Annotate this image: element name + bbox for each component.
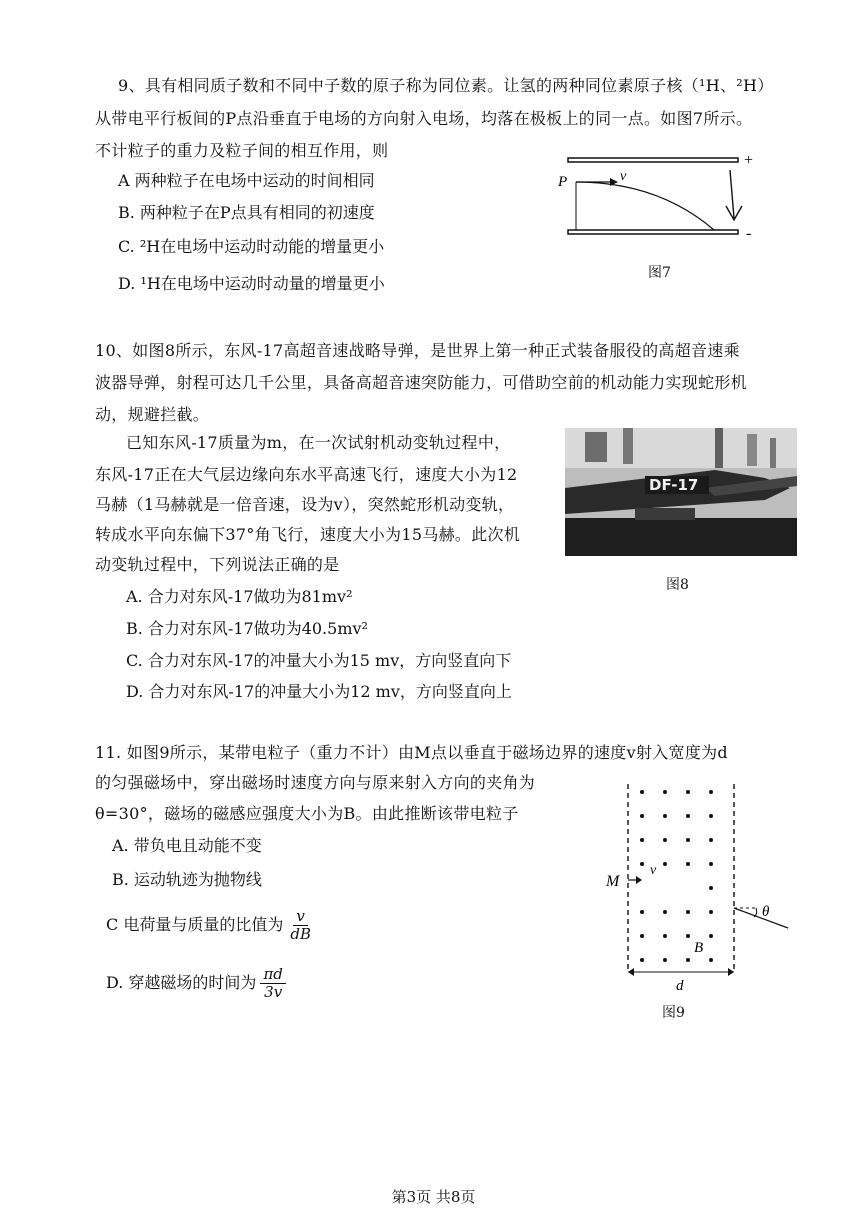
field-dot: [709, 838, 713, 842]
field-arrow-icon: [726, 170, 742, 220]
field-dot: [663, 790, 667, 794]
figure-8-missile-photo: [565, 428, 797, 556]
q10-stem-line-7: 转成水平向东偏下37°角飞行，速度大小为15马赫。此次机: [95, 525, 521, 544]
field-dot: [640, 790, 644, 794]
field-dot: [640, 910, 644, 914]
field-dot: [686, 790, 690, 794]
q10-stem-line-1: 10、如图8所示，东风-17高超音速战略导弹，是世界上第一种正式装备服役的高超音速乘: [95, 341, 740, 360]
q10-stem-line-5: 东风-17正在大气层边缘向东水平高速飞行，速度大小为12: [95, 465, 518, 484]
q11-option-c-fraction: [287, 908, 314, 943]
q10-option-a: A. 合力对东风-17做功为81mv²: [126, 587, 353, 606]
q10-stem-line-2: 波器导弹，射程可达几千公里，具备高超音速突防能力，可借助空前的机动能力实现蛇形机: [95, 373, 748, 392]
missile-marking: DF-17: [649, 476, 699, 494]
label-d: d: [676, 978, 684, 994]
q11-option-c-denominator: dB: [290, 925, 311, 943]
q9-option-b: B. 两种粒子在P点具有相同的初速度: [118, 203, 375, 222]
field-dot: [686, 838, 690, 842]
figure-7-caption: 图7: [648, 265, 671, 281]
field-dot: [686, 934, 690, 938]
q11-stem-line-1: 11. 如图9所示，某带电粒子（重力不计）由M点以垂直于磁场边界的速度v射入宽度为d: [95, 743, 728, 762]
field-dot: [709, 934, 713, 938]
field-dot: [663, 958, 667, 962]
field-dot: [663, 838, 667, 842]
upper-plate: [568, 158, 738, 162]
q11-option-c-numerator: v: [293, 908, 307, 926]
lower-plate: [568, 230, 738, 234]
field-dot: [709, 814, 713, 818]
q10-stem-line-8: 动变轨过程中，下列说法正确的是: [95, 555, 340, 574]
q9-stem-line-3: 不计粒子的重力及粒子间的相互作用，则: [95, 141, 389, 160]
q10-option-c: C. 合力对东风-17的冲量大小为15 mv，方向竖直向下: [126, 651, 512, 670]
label-m: M: [606, 873, 620, 890]
field-dot: [686, 862, 690, 866]
q11-option-d: [106, 966, 286, 1001]
q11-option-a: A. 带负电且动能不变: [112, 836, 262, 855]
label-v: v: [650, 863, 657, 878]
field-dot: [663, 862, 667, 866]
q11-stem-line-2: 的匀强磁场中，穿出磁场时速度方向与原来射入方向的夹角为: [95, 773, 536, 792]
plus-sign: +: [744, 152, 754, 169]
entry-arrow-head-icon: [636, 876, 642, 884]
point-p-label: P: [558, 174, 568, 190]
q9-stem-line-1: 9、具有相同质子数和不同中子数的原子称为同位素。让氢的两种同位素原子核（¹H、²H）: [118, 76, 774, 95]
dimension-arrow-right-icon: [728, 968, 734, 976]
q10-option-d: D. 合力对东风-17的冲量大小为12 mv，方向竖直向上: [126, 682, 512, 701]
field-dot: [686, 910, 690, 914]
field-dot: [640, 814, 644, 818]
field-dot: [640, 838, 644, 842]
field-dot: [640, 934, 644, 938]
field-dot: [663, 910, 667, 914]
q10-option-b: B. 合力对东风-17做功为40.5mv²: [126, 619, 368, 638]
field-dot: [709, 790, 713, 794]
q11-option-c: [106, 908, 314, 943]
field-dot: [709, 910, 713, 914]
page-footer: 第3页 共8页: [391, 1188, 476, 1206]
trajectory-curve: [576, 182, 714, 230]
q10-stem-line-4: 已知东风-17质量为m，在一次试射机动变轨过程中，: [126, 433, 511, 452]
q11-option-d-denominator: 3v: [264, 983, 283, 1001]
q9-option-c: C. ²H在电场中运动时动能的增量更小: [118, 237, 385, 256]
field-dot: [640, 862, 644, 866]
field-dot: [686, 958, 690, 962]
figure-9-magnetic-field: [598, 778, 798, 998]
field-dot: [709, 958, 713, 962]
q10-stem-line-3: 动，规避拦截。: [95, 405, 210, 424]
q10-stem-line-6: 马赫（1马赫就是一倍音速，设为v），突然蛇形机动变轨，: [95, 495, 515, 514]
field-dot: [663, 814, 667, 818]
q9-stem-line-2: 从带电平行板间的P点沿垂直于电场的方向射入电场，均落在极板上的同一点。如图7所示。: [95, 109, 753, 128]
q9-option-a: A 两种粒子在电场中运动的时间相同: [118, 171, 375, 190]
figure-8-caption: 图8: [666, 577, 689, 593]
q11-stem-line-3: θ=30°，磁场的磁感应强度大小为B。由此推断该带电粒子: [95, 804, 519, 823]
field-dot: [709, 886, 713, 890]
field-dot: [663, 934, 667, 938]
field-dot: [640, 958, 644, 962]
velocity-label: v: [620, 169, 627, 184]
label-theta: θ: [762, 904, 770, 920]
label-b: B: [694, 940, 704, 956]
field-dot: [709, 862, 713, 866]
figure-9-caption: 图9: [662, 1005, 685, 1021]
q11-option-c-text: C 电荷量与质量的比值为: [106, 915, 284, 934]
figure-7-parallel-plates: [548, 148, 773, 248]
q11-option-d-numerator: πd: [260, 966, 285, 984]
q11-option-d-fraction: [260, 966, 285, 1001]
exit-velocity-arrow: [734, 908, 788, 928]
minus-sign: -: [746, 225, 752, 242]
q11-option-d-text: D. 穿越磁场的时间为: [106, 973, 257, 992]
q9-option-d: D. ¹H在电场中运动时动量的增量更小: [118, 274, 385, 293]
field-dot: [686, 814, 690, 818]
dimension-arrow-left-icon: [628, 968, 634, 976]
q11-option-b: B. 运动轨迹为抛物线: [112, 870, 262, 889]
